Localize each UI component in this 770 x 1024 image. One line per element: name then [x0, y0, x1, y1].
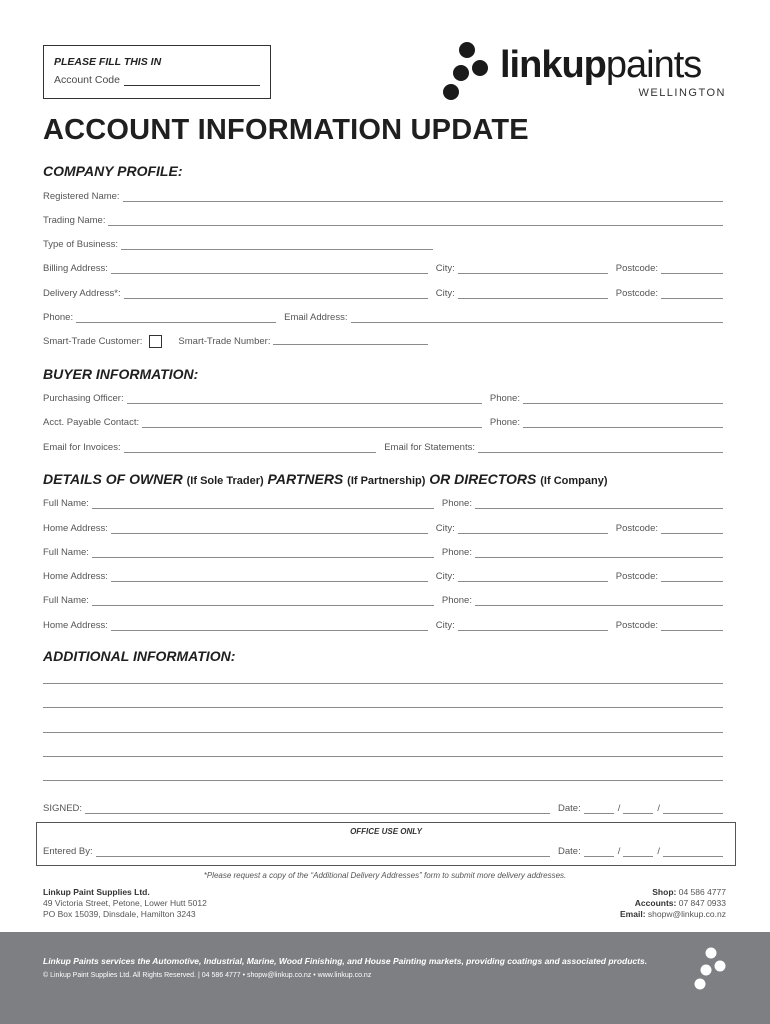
- office-use-heading: OFFICE USE ONLY: [350, 827, 422, 836]
- owner-3-city-field[interactable]: [458, 621, 608, 631]
- signed-date-month[interactable]: [623, 804, 653, 814]
- account-code-box: [43, 45, 271, 99]
- account-code-label: Account Code: [54, 74, 120, 86]
- company-address-line-2: PO Box 15039, Dinsdale, Hamilton 3243: [43, 909, 196, 919]
- owner-2-name-field[interactable]: [92, 548, 434, 558]
- owner-2-phone-label: Phone:: [441, 547, 472, 558]
- delivery-postcode-label: Postcode:: [615, 288, 658, 299]
- entered-by-field[interactable]: [96, 847, 550, 857]
- owner-3-name-label: Full Name:: [43, 595, 89, 606]
- contact-email: shopw@linkup.co.nz: [647, 909, 726, 919]
- footer-copyright: © Linkup Paint Supplies Ltd. All Rights Reserved. | 04 586 4777 • shopw@linkup.co.nz • www.linkup.co.nz: [43, 972, 372, 979]
- office-date-day[interactable]: [584, 847, 614, 857]
- owner-1-phone-field[interactable]: [475, 499, 723, 509]
- additional-info-line-2[interactable]: [43, 707, 723, 708]
- registered-name-field[interactable]: [123, 192, 723, 202]
- delivery-postcode-field[interactable]: [661, 289, 723, 299]
- delivery-city-field[interactable]: [458, 289, 608, 299]
- owner-2-postcode-field[interactable]: [661, 572, 723, 582]
- entered-by-row: Entered By: Date: / /: [43, 843, 723, 857]
- office-date-month[interactable]: [623, 847, 653, 857]
- company-profile-heading: COMPANY PROFILE:: [43, 163, 183, 179]
- owner-1-city-label: City:: [435, 523, 455, 534]
- purchasing-officer-row: [43, 390, 723, 404]
- acct-payable-phone-field[interactable]: [523, 418, 723, 428]
- owner-3-address-row: [43, 617, 723, 631]
- additional-info-line-3[interactable]: [43, 732, 723, 733]
- page-title: ACCOUNT INFORMATION UPDATE: [43, 114, 529, 146]
- acct-payable-row: [43, 414, 723, 428]
- email-statements-field[interactable]: [478, 443, 723, 453]
- phone-email-row: [43, 309, 723, 323]
- account-code-field[interactable]: [124, 75, 260, 86]
- owner-2-address-field[interactable]: [111, 572, 428, 582]
- company-address-line-1: 49 Victoria Street, Petone, Lower Hutt 5012: [43, 898, 207, 908]
- shop-phone: 04 586 4777: [678, 887, 726, 897]
- company-phone-field[interactable]: [76, 313, 276, 323]
- company-contact: Shop: 04 586 4777 Accounts: 07 847 0933 Email: shopw@linkup.co.nz: [620, 887, 726, 919]
- owner-1-name-field[interactable]: [92, 499, 434, 509]
- purchasing-phone-field[interactable]: [523, 394, 723, 404]
- delivery-address-field[interactable]: [124, 289, 428, 299]
- company-email-label: Email Address:: [284, 312, 348, 323]
- smart-trade-number-field[interactable]: [273, 337, 428, 345]
- signed-label: SIGNED:: [43, 803, 83, 814]
- purchasing-officer-label: Purchasing Officer:: [43, 393, 124, 404]
- smart-trade-customer-label: Smart-Trade Customer:: [43, 335, 143, 347]
- type-of-business-row: [43, 236, 723, 250]
- footer-dots-logo-icon: [690, 946, 730, 992]
- accounts-phone: 07 847 0933: [678, 898, 726, 908]
- additional-info-line-5[interactable]: [43, 780, 723, 781]
- billing-address-row: [43, 260, 723, 274]
- smart-trade-number-label: Smart-Trade Number:: [178, 335, 271, 347]
- billing-address-label: Billing Address:: [43, 263, 108, 274]
- fill-box-title: PLEASE FILL THIS IN: [54, 56, 162, 68]
- type-of-business-field[interactable]: [121, 240, 433, 250]
- delivery-addresses-note: *Please request a copy of the “Additional Delivery Addresses” form to submit more delivery addresses.: [203, 871, 567, 880]
- office-date-year[interactable]: [663, 847, 723, 857]
- signed-date-label: Date:: [558, 803, 581, 814]
- billing-postcode-label: Postcode:: [615, 263, 658, 274]
- owner-1-name-row: [43, 495, 723, 509]
- signature-field[interactable]: [85, 804, 550, 814]
- entered-by-label: Entered By:: [43, 846, 93, 857]
- smart-trade-row: [43, 333, 723, 349]
- smart-trade-checkbox[interactable]: [149, 335, 162, 348]
- owner-2-city-label: City:: [435, 571, 455, 582]
- purchasing-officer-field[interactable]: [127, 394, 482, 404]
- acct-payable-label: Acct. Payable Contact:: [43, 417, 140, 428]
- owner-1-phone-label: Phone:: [441, 498, 472, 509]
- billing-city-label: City:: [435, 263, 455, 274]
- acct-payable-phone-label: Phone:: [489, 417, 520, 428]
- owner-2-address-label: Home Address:: [43, 571, 108, 582]
- dots-logo-icon: [438, 40, 498, 102]
- owner-1-postcode-label: Postcode:: [615, 523, 658, 534]
- footer-tagline: Linkup Paints services the Automotive, Industrial, Marine, Wood Finishing, and House Painting markets, providing coatings and associated products.: [43, 956, 648, 966]
- company-address: [43, 887, 207, 920]
- office-date-label: Date:: [558, 846, 581, 857]
- logo-city: WELLINGTON: [638, 87, 726, 99]
- owner-1-address-field[interactable]: [111, 524, 428, 534]
- email-statements-label: Email for Statements:: [384, 442, 475, 453]
- additional-information-heading: ADDITIONAL INFORMATION:: [43, 648, 236, 664]
- company-name: Linkup Paint Supplies Ltd.: [43, 887, 150, 897]
- footer-band: [0, 932, 770, 1024]
- company-email-field[interactable]: [351, 313, 724, 323]
- owner-3-address-label: Home Address:: [43, 620, 108, 631]
- billing-city-field[interactable]: [458, 264, 608, 274]
- email-invoices-row: [43, 439, 723, 453]
- owner-1-address-label: Home Address:: [43, 523, 108, 534]
- owner-3-name-field[interactable]: [92, 596, 434, 606]
- owner-3-postcode-label: Postcode:: [615, 620, 658, 631]
- registered-name-label: Registered Name:: [43, 191, 120, 202]
- linkup-logo: [438, 40, 728, 102]
- trading-name-label: Trading Name:: [43, 215, 106, 226]
- registered-name-row: [43, 188, 723, 202]
- additional-info-line-1[interactable]: [43, 683, 723, 684]
- owner-3-phone-label: Phone:: [441, 595, 472, 606]
- owner-1-postcode-field[interactable]: [661, 524, 723, 534]
- company-phone-label: Phone:: [43, 312, 74, 323]
- delivery-address-row: [43, 285, 723, 299]
- acct-payable-field[interactable]: [142, 418, 482, 428]
- owner-2-address-row: [43, 568, 723, 582]
- owner-3-postcode-field[interactable]: [661, 621, 723, 631]
- type-of-business-label: Type of Business:: [43, 239, 118, 250]
- purchasing-phone-label: Phone:: [489, 393, 520, 404]
- buyer-information-heading: BUYER INFORMATION:: [43, 366, 199, 382]
- owner-3-phone-field[interactable]: [475, 596, 723, 606]
- additional-info-line-4[interactable]: [43, 756, 723, 757]
- signed-date-day[interactable]: [584, 804, 614, 814]
- owner-1-name-label: Full Name:: [43, 498, 89, 509]
- owner-2-name-row: [43, 544, 723, 558]
- delivery-city-label: City:: [435, 288, 455, 299]
- owner-2-city-field[interactable]: [458, 572, 608, 582]
- signed-row: SIGNED: Date: / /: [43, 800, 723, 814]
- email-invoices-label: Email for Invoices:: [43, 442, 121, 453]
- owner-2-phone-field[interactable]: [475, 548, 723, 558]
- delivery-address-label: Delivery Address*:: [43, 288, 121, 299]
- owners-heading: DETAILS OF OWNER (If Sole Trader) PARTNERS (If Partnership) OR DIRECTORS (If Company): [43, 471, 608, 487]
- logo-wordmark: linkuppaints: [500, 44, 702, 86]
- owner-1-address-row: [43, 520, 723, 534]
- signed-date-year[interactable]: [663, 804, 723, 814]
- owner-3-name-row: [43, 592, 723, 606]
- email-invoices-field[interactable]: [124, 443, 377, 453]
- owner-1-city-field[interactable]: [458, 524, 608, 534]
- owner-2-name-label: Full Name:: [43, 547, 89, 558]
- trading-name-field[interactable]: [108, 216, 723, 226]
- billing-postcode-field[interactable]: [661, 264, 723, 274]
- owner-3-city-label: City:: [435, 620, 455, 631]
- owner-3-address-field[interactable]: [111, 621, 428, 631]
- owner-2-postcode-label: Postcode:: [615, 571, 658, 582]
- trading-name-row: [43, 212, 723, 226]
- billing-address-field[interactable]: [111, 264, 428, 274]
